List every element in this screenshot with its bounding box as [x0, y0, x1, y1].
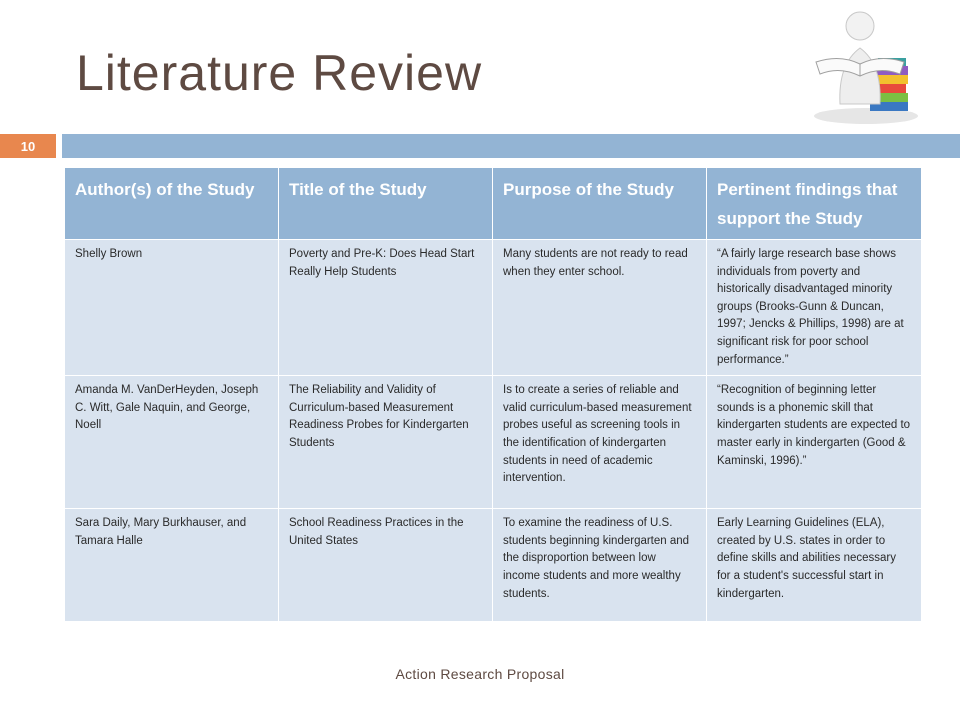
- slide-number-badge: 10: [0, 134, 56, 158]
- literature-review-table: [64, 167, 922, 622]
- slide-title: Literature Review: [76, 45, 483, 101]
- table-header-row: [65, 168, 922, 240]
- cell-title: Poverty and Pre-K: Does Head Start Really Help Students: [279, 240, 493, 376]
- cell-purpose: Many students are not ready to read when they enter school.: [493, 240, 707, 376]
- table-row: [65, 509, 922, 622]
- cell-findings: “Recognition of beginning letter sounds is a phonemic skill that kindergarten students are expected to master early in kindergarten (Good & Kaminski, 1996).”: [707, 376, 922, 509]
- cell-purpose: Is to create a series of reliable and valid curriculum-based measurement probes useful as screening tools in the identification of kindergarten students in need of academic intervention.: [493, 376, 707, 509]
- header-findings: Pertinent findings that support the Study: [707, 168, 922, 240]
- cell-title: School Readiness Practices in the United States: [279, 509, 493, 622]
- cell-title: The Reliability and Validity of Curriculum-based Measurement Readiness Probes for Kindergarten Students: [279, 376, 493, 509]
- footer-text: Action Research Proposal: [395, 666, 565, 682]
- table-row: [65, 376, 922, 509]
- cell-authors: Amanda M. VanDerHeyden, Joseph C. Witt, Gale Naquin, and George, Noell: [65, 376, 279, 509]
- cell-authors: Shelly Brown: [65, 240, 279, 376]
- title-underline-bar: [62, 134, 960, 158]
- header-authors: Author(s) of the Study: [65, 168, 279, 240]
- cell-findings: “A fairly large research base shows individuals from poverty and historically disadvantaged minority groups (Brooks-Gunn & Duncan, 1997; Jencks & Phillips, 1998) are at significant risk for poor school performance.”: [707, 240, 922, 376]
- reader-with-books-icon: [796, 4, 926, 126]
- cell-authors: Sara Daily, Mary Burkhauser, and Tamara Halle: [65, 509, 279, 622]
- table-row: [65, 240, 922, 376]
- header-purpose: Purpose of the Study: [493, 168, 707, 240]
- cell-findings: Early Learning Guidelines (ELA), created by U.S. states in order to define skills and abilities necessary for a student's successful start in kindergarten.: [707, 509, 922, 622]
- cell-purpose: To examine the readiness of U.S. students beginning kindergarten and the disproportion between low income students and more wealthy students.: [493, 509, 707, 622]
- header-title: Title of the Study: [279, 168, 493, 240]
